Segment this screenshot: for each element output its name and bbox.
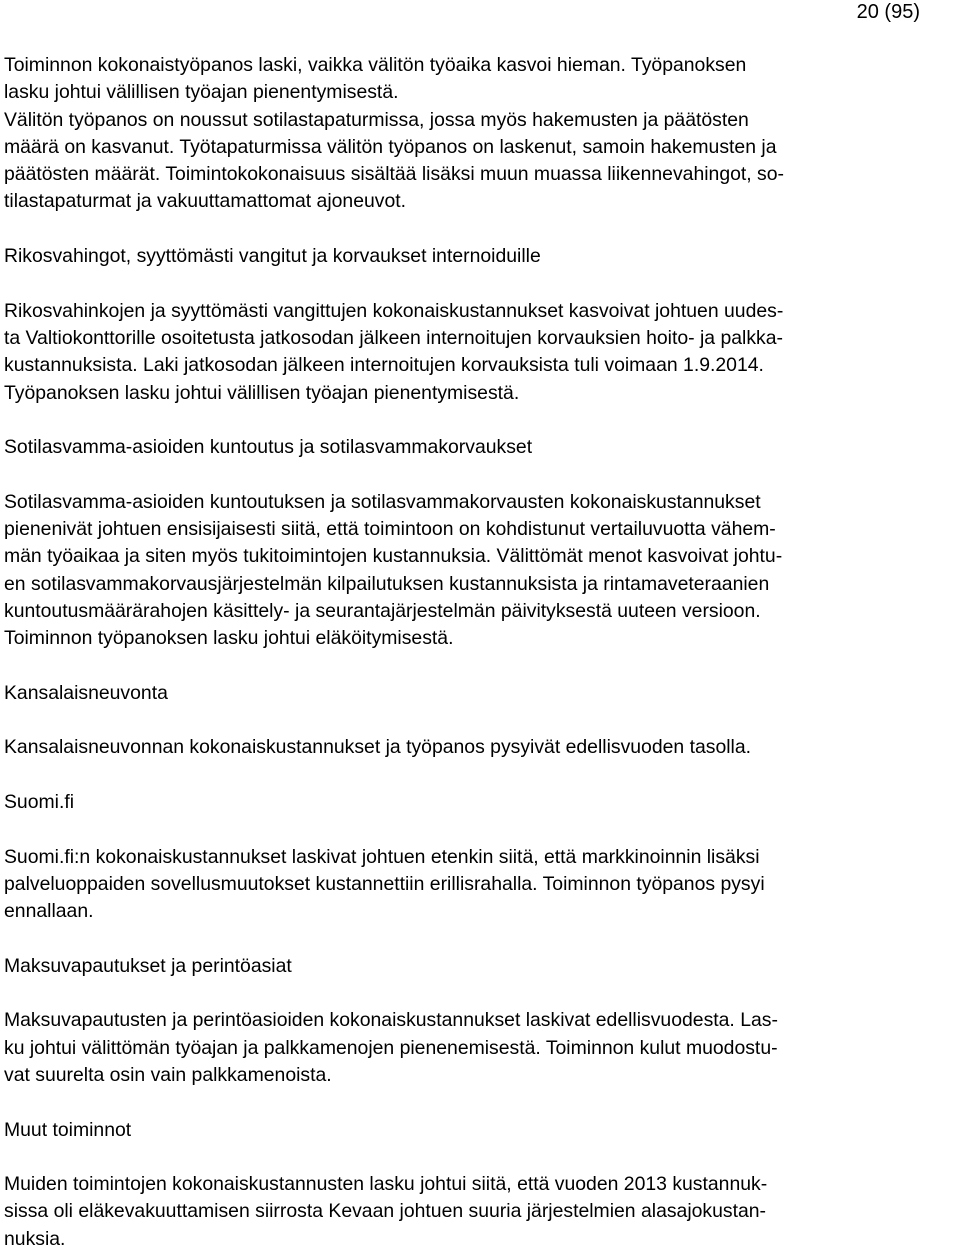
spacer <box>4 407 954 434</box>
page-number: 20 (95) <box>856 1 920 23</box>
paragraph-rikosvahingot: Rikosvahinkojen ja syyttömästi vangittujen kokonaiskustannukset kasvoivat johtuen uudes- ta Valtiokonttorille osoitetusta jatkosodan jälkeen internoitujen korvauksien hoito- ja palkka- kustannuksista. Laki jatkosodan jälkeen internoitujen korvauksista tuli voimaan 1.9.2014. Työpanoksen lasku johtui välillisen työajan pienentymisestä. <box>4 299 784 404</box>
spacer <box>4 216 954 243</box>
spacer <box>4 926 954 953</box>
heading-rikosvahingot: Rikosvahingot, syyttömästi vangitut ja korvaukset internoiduille <box>4 245 541 268</box>
heading-maksuvapautukset: Maksuvapautukset ja perintöasiat <box>4 954 292 977</box>
spacer <box>4 762 954 789</box>
paragraph-maksuvapautukset: Maksuvapautusten ja perintöasioiden kokonaiskustannukset laskivat edellisvuodesta. Las- ku johtui välittömän työajan ja palkkamenojen pienenemisestä. Toiminnon kulut muodostu- vat suurelta osin vain palkkamenoista. <box>4 1009 778 1086</box>
spacer <box>4 816 954 843</box>
paragraph-sotilasvamma: Sotilasvamma-asioiden kuntoutuksen ja sotilasvammakorvausten kokonaiskustannukset pienenivät johtuen ensisijaisesti siitä, että toimintoon on kohdistunut vertailuvuotta vähem- män työaikaa ja siten myös tukitoimintojen kustannuksia. Välittömät menot kasvoivat johtu- en sotilasvammakorvausjärjestelmän kilpailutuksen kustannuksista ja rintamaveteraanien kuntoutusmäärärahojen käsittely- ja seurantajärjestelmän päivityksestä uuteen versioon. Toiminnon työpanoksen lasku johtui eläköitymisestä. <box>4 490 783 650</box>
spacer <box>4 707 954 734</box>
spacer <box>4 1089 954 1116</box>
heading-sotilasvamma: Sotilasvamma-asioiden kuntoutus ja sotilasvammakorvaukset <box>4 436 533 459</box>
spacer <box>4 461 954 488</box>
document-body <box>4 52 954 1253</box>
paragraph-intro: Toiminnon kokonaistyöpanos laski, vaikka välitön työaika kasvoi hieman. Työpanoksen lasku johtui välillisen työajan pienentymisestä. Välitön työpanos on noussut sotilastapaturmissa, jossa myös hakemusten ja päätösten määrä on kasvanut. Työtapaturmissa välitön työpanos on laskenut, samoin hakemusten ja päätösten määrät. Toimintokokonaisuus sisältää lisäksi muun muassa liikennevahingot, so- tilastapaturmat ja vakuuttamattomat ajoneuvot. <box>4 54 784 213</box>
spacer <box>4 1144 954 1171</box>
spacer <box>4 980 954 1007</box>
spacer <box>4 270 954 297</box>
spacer <box>4 653 954 680</box>
paragraph-kansalaisneuvonta: Kansalaisneuvonnan kokonaiskustannukset ja työpanos pysyivät edellisvuoden tasolla. <box>4 736 752 759</box>
paragraph-muut-toiminnot: Muiden toimintojen kokonaiskustannusten lasku johtui siitä, että vuoden 2013 kustannuk- sissa oli eläkevakuuttamisen siirrosta Kevaan johtuen suuria järjestelmien alasajokustan- nuksia. <box>4 1173 768 1250</box>
heading-muut-toiminnot: Muut toiminnot <box>4 1118 132 1141</box>
heading-suomi-fi: Suomi.fi <box>4 791 75 814</box>
heading-kansalaisneuvonta: Kansalaisneuvonta <box>4 681 168 704</box>
paragraph-suomi-fi: Suomi.fi:n kokonaiskustannukset laskivat johtuen etenkin siitä, että markkinoinnin lisäksi palveluoppaiden sovellusmuutokset kustannettiin erillisrahalla. Toiminnon työpanos pysyi ennallaan. <box>4 845 765 923</box>
